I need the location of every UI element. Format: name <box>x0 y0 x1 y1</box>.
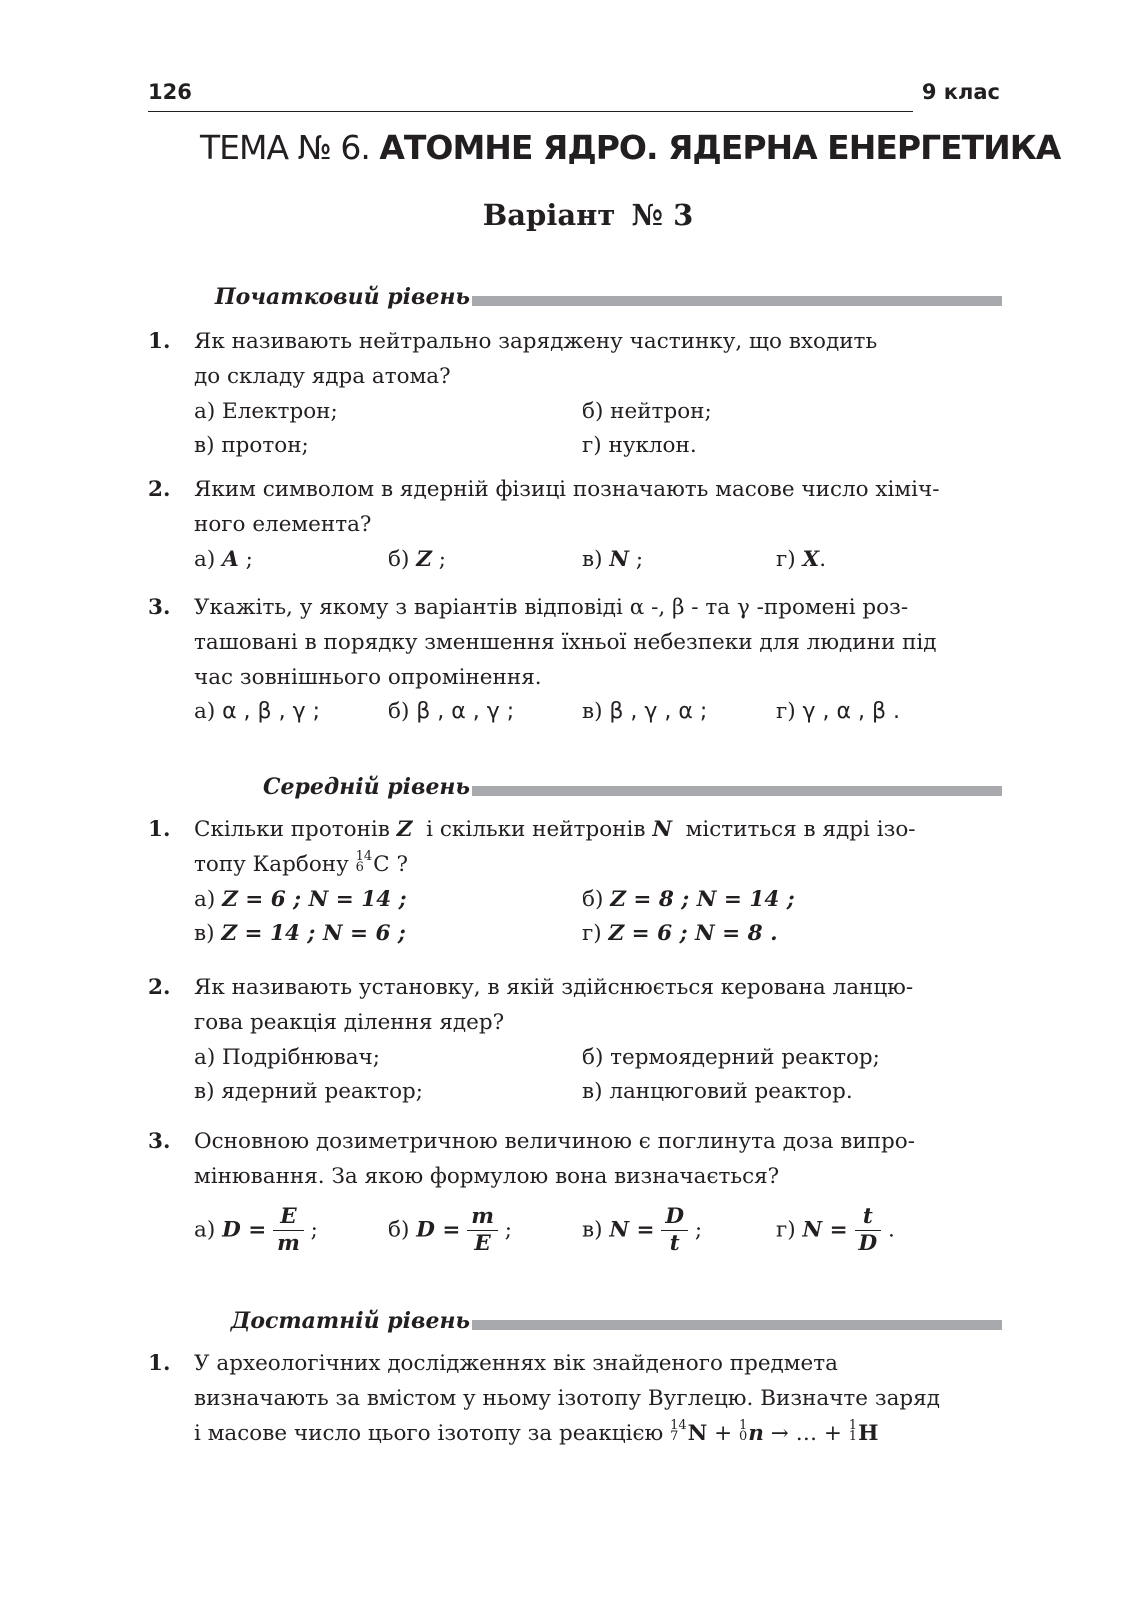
option-end: ; <box>438 547 446 572</box>
question-line: Як називають установку, в якій здійснюється керована ланцю- <box>194 975 914 1000</box>
level-bar <box>472 296 1002 306</box>
option-value: Z = 6 ; N = 14 ; <box>222 887 407 912</box>
option-end: ; <box>694 1217 703 1243</box>
symbol-n: N <box>652 817 672 842</box>
question-number: 2. <box>148 477 171 502</box>
option-label: в) <box>194 921 215 946</box>
denominator: m <box>277 1231 300 1256</box>
option-end: . <box>888 1217 895 1243</box>
element-symbol: C <box>373 852 390 877</box>
question-line: Укажіть, у якому з варіантів відповіді α -, β - та γ -промені роз- <box>194 595 909 620</box>
option-label: б) <box>388 699 410 724</box>
text-part: ? <box>396 852 408 877</box>
option-end: ; <box>635 547 644 572</box>
level-heading <box>150 1308 1002 1338</box>
question-line: визначають за вмістом у ньому ізотопу Вуглецю. Визначте заряд <box>194 1386 940 1411</box>
option-label: б) <box>388 547 410 572</box>
numerator: m <box>467 1204 498 1231</box>
answer-option <box>776 542 826 577</box>
text-part: Скільки протонів <box>194 817 390 842</box>
option-end: ; <box>504 1217 513 1243</box>
question-text <box>194 1346 1000 1451</box>
question-line: гова реакція ділення ядер? <box>194 1010 505 1035</box>
option-label: а) <box>194 547 216 572</box>
option-end: . <box>819 547 827 572</box>
answer-option: б) нейтрон; <box>582 399 712 424</box>
atomic-number: 7 <box>670 1429 679 1444</box>
fraction <box>661 1204 688 1257</box>
option-symbol: N <box>609 547 629 572</box>
formula-lhs: D = <box>416 1217 461 1243</box>
question-line: Основною дозиметричною величиною є поглинута доза випро- <box>194 1129 915 1154</box>
neutron-symbol: n <box>748 1421 764 1446</box>
level-title: Достатній рівень <box>230 1308 470 1334</box>
level-bar <box>472 786 1002 796</box>
mass-number: 14 <box>355 849 373 864</box>
option-end: ; <box>245 547 253 572</box>
option-value: β , γ , α ; <box>609 699 708 724</box>
option-label: в) <box>582 547 603 572</box>
answer-option <box>194 1204 318 1257</box>
question-line: ташовані в порядку зменшення їхньої небезпеки для людини під <box>194 630 937 655</box>
atomic-number: 1 <box>848 1429 858 1444</box>
question-text <box>194 590 1000 695</box>
answer-option <box>194 542 253 577</box>
question-line: У археологічних дослідженнях вік знайденого предмета <box>194 1351 838 1376</box>
denominator: E <box>474 1231 491 1256</box>
question-line <box>194 812 1000 847</box>
variant-title <box>0 198 1131 232</box>
option-symbol: A <box>222 547 239 572</box>
level-title: Середній рівень <box>263 774 470 800</box>
question-line <box>194 847 1000 882</box>
question-number: 3. <box>148 595 171 620</box>
option-label: г) <box>776 699 796 724</box>
plus-sign: + <box>714 1421 733 1446</box>
answer-option <box>776 694 900 729</box>
question-number: 2. <box>148 975 171 1000</box>
atomic-number: 6 <box>355 860 364 875</box>
option-label: а) <box>194 699 216 724</box>
question-line: час зовнішнього опромінення. <box>194 665 542 690</box>
topic-name: АТОМНЕ ЯДРО. ЯДЕРНА ЕНЕРГЕТИКА <box>379 128 1061 167</box>
denominator: D <box>858 1231 878 1256</box>
question-text <box>194 1124 1000 1194</box>
formula-lhs: D = <box>222 1217 267 1243</box>
answer-option: а) Електрон; <box>194 399 338 424</box>
option-value: Z = 8 ; N = 14 ; <box>610 887 795 912</box>
reaction-arrow: → … + <box>770 1421 842 1446</box>
fraction <box>273 1204 304 1257</box>
question-line: Яким символом в ядерній фізиці позначають масове число хіміч- <box>194 477 940 502</box>
answer-option: а) Подрібнювач; <box>194 1045 380 1070</box>
mass-number: 14 <box>670 1418 687 1433</box>
answer-option: в) ланцюговий реактор. <box>582 1079 853 1104</box>
answer-option <box>776 1204 895 1257</box>
question-number: 1. <box>148 817 171 842</box>
fraction <box>855 1204 882 1257</box>
option-label: в) <box>582 1217 603 1243</box>
mass-number: 1 <box>848 1418 858 1433</box>
option-symbol: X <box>802 547 820 572</box>
text-part: і масове число цього ізотопу за реакцією <box>194 1421 664 1446</box>
option-label: б) <box>388 1217 410 1243</box>
question-line <box>194 1416 1000 1451</box>
formula-lhs: N = <box>802 1217 848 1243</box>
option-label: г) <box>776 547 796 572</box>
element-symbol: N <box>687 1421 708 1446</box>
question-number: 3. <box>148 1129 171 1154</box>
answer-option <box>582 916 778 951</box>
option-value: Z = 14 ; N = 6 ; <box>221 921 406 946</box>
option-value: Z = 6 ; N = 8 . <box>608 921 778 946</box>
text-part: міститься в ядрі ізо- <box>685 817 916 842</box>
page-number: 126 <box>148 80 192 104</box>
answer-option <box>388 694 514 729</box>
numerator: E <box>273 1204 304 1231</box>
option-label: а) <box>194 1217 216 1243</box>
fraction <box>467 1204 498 1257</box>
level-bar <box>472 1320 1002 1330</box>
answer-option <box>582 1204 702 1257</box>
topic-title <box>200 128 1061 167</box>
numerator: t <box>855 1204 882 1231</box>
question-line: ного елемента? <box>194 512 372 537</box>
option-label: г) <box>776 1217 796 1243</box>
level-heading <box>150 774 1002 804</box>
symbol-z: Z <box>396 817 413 842</box>
text-part: і скільки нейтронів <box>426 817 646 842</box>
question-line: до складу ядра атома? <box>194 364 451 389</box>
grade-label: 9 клас <box>921 80 1000 104</box>
option-label: а) <box>194 887 216 912</box>
answer-option <box>388 1204 512 1257</box>
nuclear-reaction <box>670 1418 879 1446</box>
question-text <box>194 324 1000 394</box>
option-value: α , β , γ ; <box>222 699 320 724</box>
question-text <box>194 812 1000 882</box>
answer-option <box>582 694 707 729</box>
answer-option <box>582 542 643 577</box>
option-label: б) <box>582 887 604 912</box>
answer-option <box>388 542 446 577</box>
answer-option: г) нуклон. <box>582 433 697 458</box>
answer-option <box>194 694 320 729</box>
question-number: 1. <box>148 329 171 354</box>
answer-option <box>194 916 406 951</box>
atomic-number: 0 <box>738 1429 748 1444</box>
question-line: мінювання. За якою формулою вона визначається? <box>194 1164 780 1189</box>
isotope-notation <box>356 847 390 882</box>
answer-option: б) термоядерний реактор; <box>582 1045 880 1070</box>
formula-lhs: N = <box>609 1217 655 1243</box>
text-part: топу Карбону <box>194 852 349 877</box>
answer-option <box>194 882 407 917</box>
question-text <box>194 472 1000 542</box>
option-end: ; <box>310 1217 318 1243</box>
option-label: г) <box>582 921 602 946</box>
option-value: β , α , γ ; <box>416 699 515 724</box>
isotope-notation <box>739 1416 764 1451</box>
level-heading <box>150 284 1002 314</box>
option-symbol: Z <box>416 547 432 572</box>
option-value: γ , α , β . <box>802 699 901 724</box>
header-rule <box>148 111 913 112</box>
question-line: Як називають нейтрально заряджену частинку, що входить <box>194 329 878 354</box>
isotope-notation <box>670 1416 707 1451</box>
answer-option <box>582 882 795 917</box>
question-text <box>194 970 1000 1040</box>
numerator: D <box>661 1204 688 1231</box>
denominator: t <box>669 1231 680 1256</box>
question-number: 1. <box>148 1351 171 1376</box>
element-symbol: H <box>858 1421 879 1446</box>
level-title: Початковий рівень <box>214 284 470 310</box>
topic-prefix: ТЕМА № 6. <box>200 128 370 167</box>
variant-label: Варіант <box>482 198 616 232</box>
option-label: в) <box>582 699 603 724</box>
page-header <box>148 80 1000 116</box>
isotope-notation <box>849 1416 879 1451</box>
mass-number: 1 <box>738 1418 748 1433</box>
answer-option: в) ядерний реактор; <box>194 1079 424 1104</box>
answer-option: в) протон; <box>194 433 309 458</box>
variant-number: № 3 <box>631 198 694 232</box>
